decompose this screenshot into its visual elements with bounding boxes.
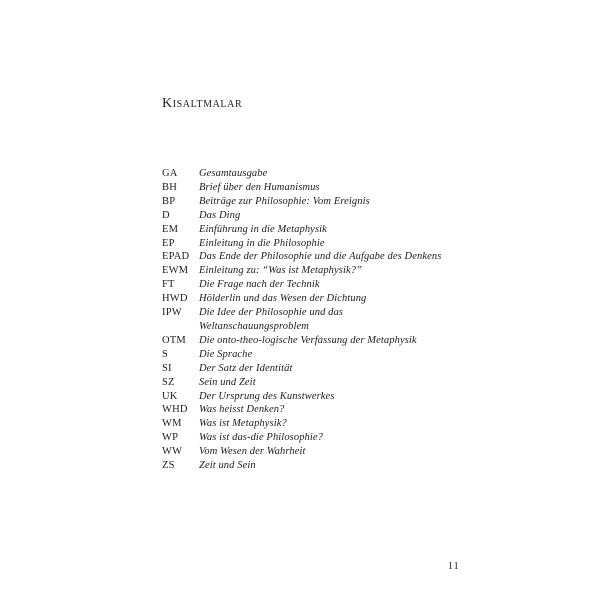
work-title: Zeit und Sein [199, 460, 256, 472]
work-title: Die Sprache [199, 348, 253, 360]
abbreviation: WW [162, 446, 183, 458]
work-title: Das Ding [199, 209, 241, 221]
abbreviation-list [162, 167, 452, 473]
list-item [162, 237, 452, 251]
list-item [162, 390, 452, 404]
work-title: Die Frage nach der Technik [199, 279, 320, 291]
abbreviation: WM [162, 418, 182, 430]
list-item [162, 167, 452, 181]
list-item [162, 362, 452, 376]
abbreviation: EPAD [162, 251, 190, 263]
list-item [162, 417, 452, 431]
abbreviation: HWD [162, 293, 188, 305]
abbreviation: S [162, 348, 169, 360]
work-title: Gesamtausgabe [199, 168, 268, 179]
work-title: Einführung in die Metaphysik [199, 223, 327, 235]
list-item [162, 264, 452, 278]
work-title: Einleitung zu: “Was ist Metaphysik?” [199, 265, 363, 277]
abbreviation: WHD [162, 404, 188, 416]
abbreviation: GA [162, 168, 178, 179]
abbreviation: EM [162, 223, 179, 235]
work-title: Beiträge zur Philosophie: Vom Ereignis [199, 195, 370, 207]
list-item [162, 250, 452, 264]
list-item [162, 431, 452, 445]
page-number: 11 [448, 561, 460, 572]
list-item [162, 292, 452, 306]
page-title: Kısaltmalar [162, 96, 243, 111]
work-title: Das Ende der Philosophie und die Aufgabe des Denkens [199, 251, 442, 263]
list-item [162, 445, 452, 459]
abbreviation: D [162, 209, 170, 221]
abbreviation: BH [162, 181, 177, 193]
work-title: Die Idee der Philosophie und das Weltanschauungsproblem [199, 307, 344, 332]
list-item [162, 306, 452, 334]
work-title: Was ist das-die Philosophie? [199, 432, 324, 444]
abbreviation: IPW [162, 307, 182, 319]
abbreviation: SI [162, 362, 172, 374]
abbreviation: ZS [162, 460, 175, 472]
abbreviation: EP [162, 237, 175, 249]
list-item [162, 376, 452, 390]
list-item [162, 459, 452, 473]
abbreviation: FT [162, 279, 175, 291]
work-title: Einleitung in die Philosophie [199, 237, 325, 249]
work-title: Der Ursprung des Kunstwerkes [199, 390, 335, 402]
list-item [162, 278, 452, 292]
abbreviation: EWM [162, 265, 189, 277]
work-title: Brief über den Humanismus [199, 181, 320, 193]
list-item [162, 181, 452, 195]
abbreviation: OTM [162, 334, 186, 346]
work-title: Was ist Metaphysik? [199, 418, 287, 430]
work-title: Die onto-theo-logische Verfassung der Metaphysik [199, 334, 417, 346]
list-item [162, 334, 452, 348]
abbreviation: UK [162, 390, 178, 402]
abbreviation: BP [162, 195, 176, 207]
abbreviation: WP [162, 432, 179, 444]
work-title: Vom Wesen der Wahrheit [199, 446, 306, 458]
list-item [162, 195, 452, 209]
work-title: Hölderlin und das Wesen der Dichtung [199, 293, 367, 305]
list-item [162, 223, 452, 237]
work-title: Der Satz der Identität [199, 362, 293, 374]
work-title: Was heisst Denken? [199, 404, 285, 416]
work-title: Sein und Zeit [199, 376, 256, 388]
list-item [162, 403, 452, 417]
abbreviation: SZ [162, 376, 175, 388]
list-item [162, 209, 452, 223]
list-item [162, 348, 452, 362]
